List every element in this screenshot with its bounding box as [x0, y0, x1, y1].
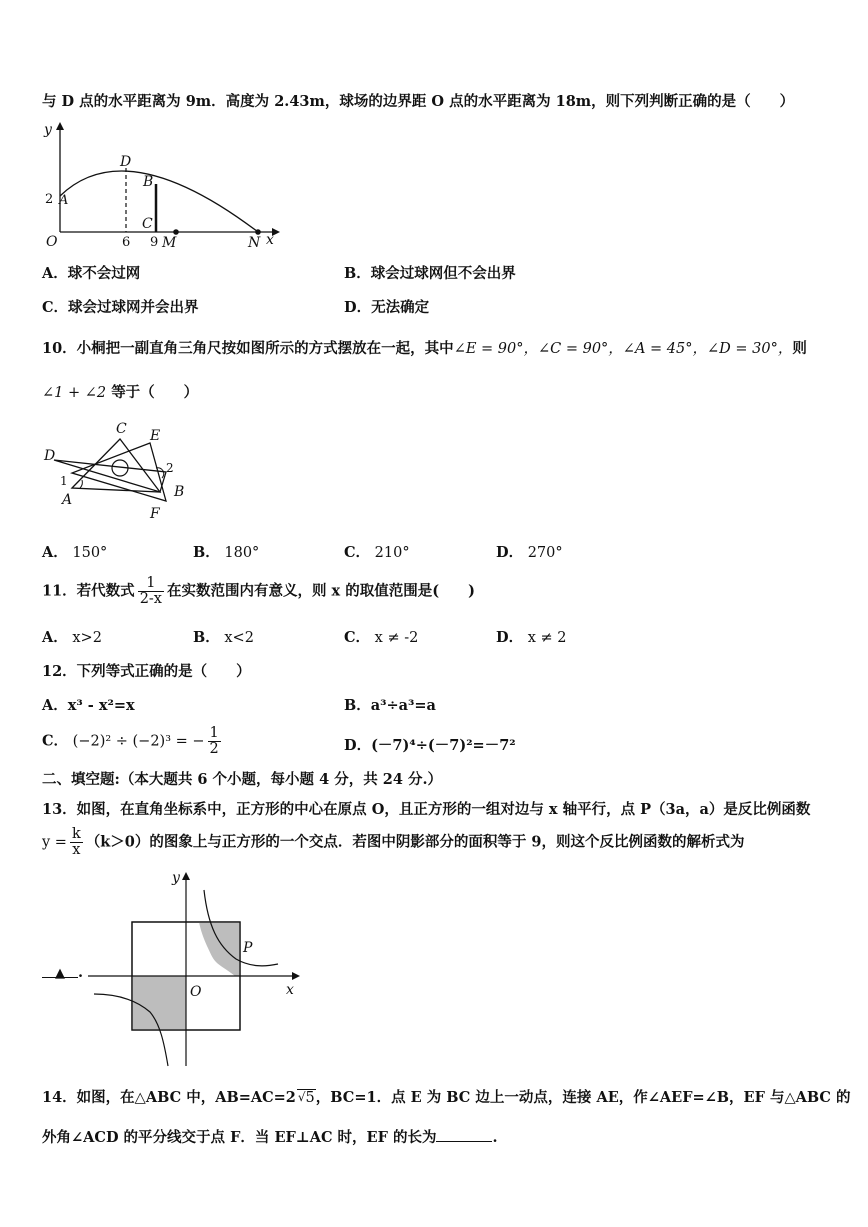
two-label: 2 [45, 192, 54, 207]
q10-option-c[interactable]: C． 210° [344, 544, 410, 561]
y-arrow [56, 122, 64, 130]
d-label: D [120, 154, 132, 170]
label-c: C [116, 421, 127, 437]
triangle-d [54, 460, 166, 492]
c-label: C [142, 216, 153, 232]
q12-option-c[interactable]: C． (−2)² ÷ (−2)³ = − $\frac{1}{2}$ [42, 725, 219, 758]
q12-option-a[interactable]: A．x³ - x²=x [42, 697, 135, 714]
parabola-curve [60, 171, 258, 232]
q11-option-a[interactable]: A． x>2 [42, 629, 102, 646]
q9-continuation-text: 与 D 点的水平距离为 9m．高度为 2.43m，球场的边界距 O 点的水平距离为 18m，则下列判断正确的是（ ） [42, 93, 795, 110]
section-2-heading: 二、填空题:（本大题共 6 个小题，每小题 4 分，共 24 分.） [42, 771, 443, 788]
point-n [255, 229, 261, 235]
label-e: E [150, 428, 161, 444]
six-label: 6 [122, 235, 131, 250]
q10-angle-sum: ∠1 + ∠2 [42, 385, 107, 401]
q14-answer-blank[interactable] [436, 1127, 492, 1142]
q9-option-c[interactable]: C．球会过球网并会出界 [42, 299, 199, 316]
q10-stem-post: 则 [792, 340, 807, 357]
point-m [173, 229, 179, 235]
q14-stem-line2: 外角∠ACD 的平分线交于点 F．当 EF⊥AC 时，EF 的长为 . [42, 1129, 498, 1146]
q10-stem-line1 [42, 337, 807, 358]
q13-coordinate-figure [88, 866, 308, 1070]
x-label: x [266, 232, 274, 248]
y-label: y [44, 122, 52, 138]
angle-arc-1 [80, 480, 82, 488]
q10-option-a[interactable]: A． 150° [42, 544, 108, 561]
q13-stem-line2: y = $\frac{k}{x}$ （k＞0）的图象上与正方形的一个交点．若图中阴影部分的面积等于 9，则这个反比例函数的解析式为 [42, 826, 745, 859]
label-f: F [150, 506, 160, 522]
p-label: P [243, 940, 253, 956]
q11-stem [42, 576, 475, 607]
q9-option-d[interactable]: D．无法确定 [344, 299, 430, 316]
q11-option-d[interactable]: D． x ≠ 2 [496, 629, 567, 646]
y-label: y [172, 870, 180, 886]
label-a: A [62, 492, 73, 508]
shaded-lower-left [132, 976, 186, 1030]
q9-parabola-graph [40, 118, 290, 253]
triangle-ef [72, 443, 166, 501]
triangle-abc [72, 439, 160, 492]
b-label: B [143, 174, 154, 190]
q10-stem-tail: 等于（ ） [111, 384, 199, 401]
q9-option-a[interactable]: A．球不会过网 [42, 265, 141, 282]
label-1: 1 [60, 474, 68, 488]
label-b: B [174, 484, 185, 500]
q10-stem-pre: 10．小桐把一副直角三角尺按如图所示的方式摆放在一起，其中 [42, 340, 454, 357]
q10-triangles-figure [40, 418, 200, 523]
q11-stem-post: 在实数范围内有意义，则 x 的取值范围是( ) [167, 582, 475, 600]
origin-label: O [46, 234, 58, 250]
nine-label: 9 [150, 235, 159, 250]
q12-stem: 12．下列等式正确的是（ ） [42, 663, 251, 680]
q11-fraction: $\frac{1}{2-x}$ [139, 575, 162, 608]
q14-stem-line1: 14．如图，在△ABC 中，AB=AC=2 √5，BC=1．点 E 为 BC 边上一动点，连接 AE，作∠AEF=∠B，EF 与△ABC 的 [42, 1089, 851, 1106]
label-d: D [44, 448, 56, 464]
q9-option-b[interactable]: B．球会过球网但不会出界 [344, 265, 516, 282]
q11-stem-pre: 11．若代数式 [42, 582, 135, 600]
m-label: M [162, 235, 177, 251]
q13-answer-blank[interactable]: ▲ . [42, 964, 83, 981]
q10-option-d[interactable]: D． 270° [496, 544, 563, 561]
x-label: x [286, 982, 294, 998]
q13-stem-line1: 13．如图，在直角坐标系中，正方形的中心在原点 O，且正方形的一组对边与 x 轴平行，点 P（3a，a）是反比例函数 [42, 801, 811, 818]
q12-option-b[interactable]: B．a³÷a³=a [344, 697, 436, 714]
q12-option-d[interactable]: D．(－7)⁴÷(－7)²=－7² [344, 737, 516, 754]
a-label: A [59, 193, 69, 208]
q11-option-b[interactable]: B． x<2 [193, 629, 254, 646]
n-label: N [248, 235, 261, 251]
origin-label: O [190, 984, 202, 1000]
label-2: 2 [166, 461, 174, 475]
q10-stem-line2 [42, 381, 198, 402]
q10-option-b[interactable]: B． 180° [193, 544, 260, 561]
q11-option-c[interactable]: C． x ≠ -2 [344, 629, 419, 646]
q10-angles: ∠E = 90°，∠C = 90°，∠A = 45°，∠D = 30°， [453, 341, 793, 357]
